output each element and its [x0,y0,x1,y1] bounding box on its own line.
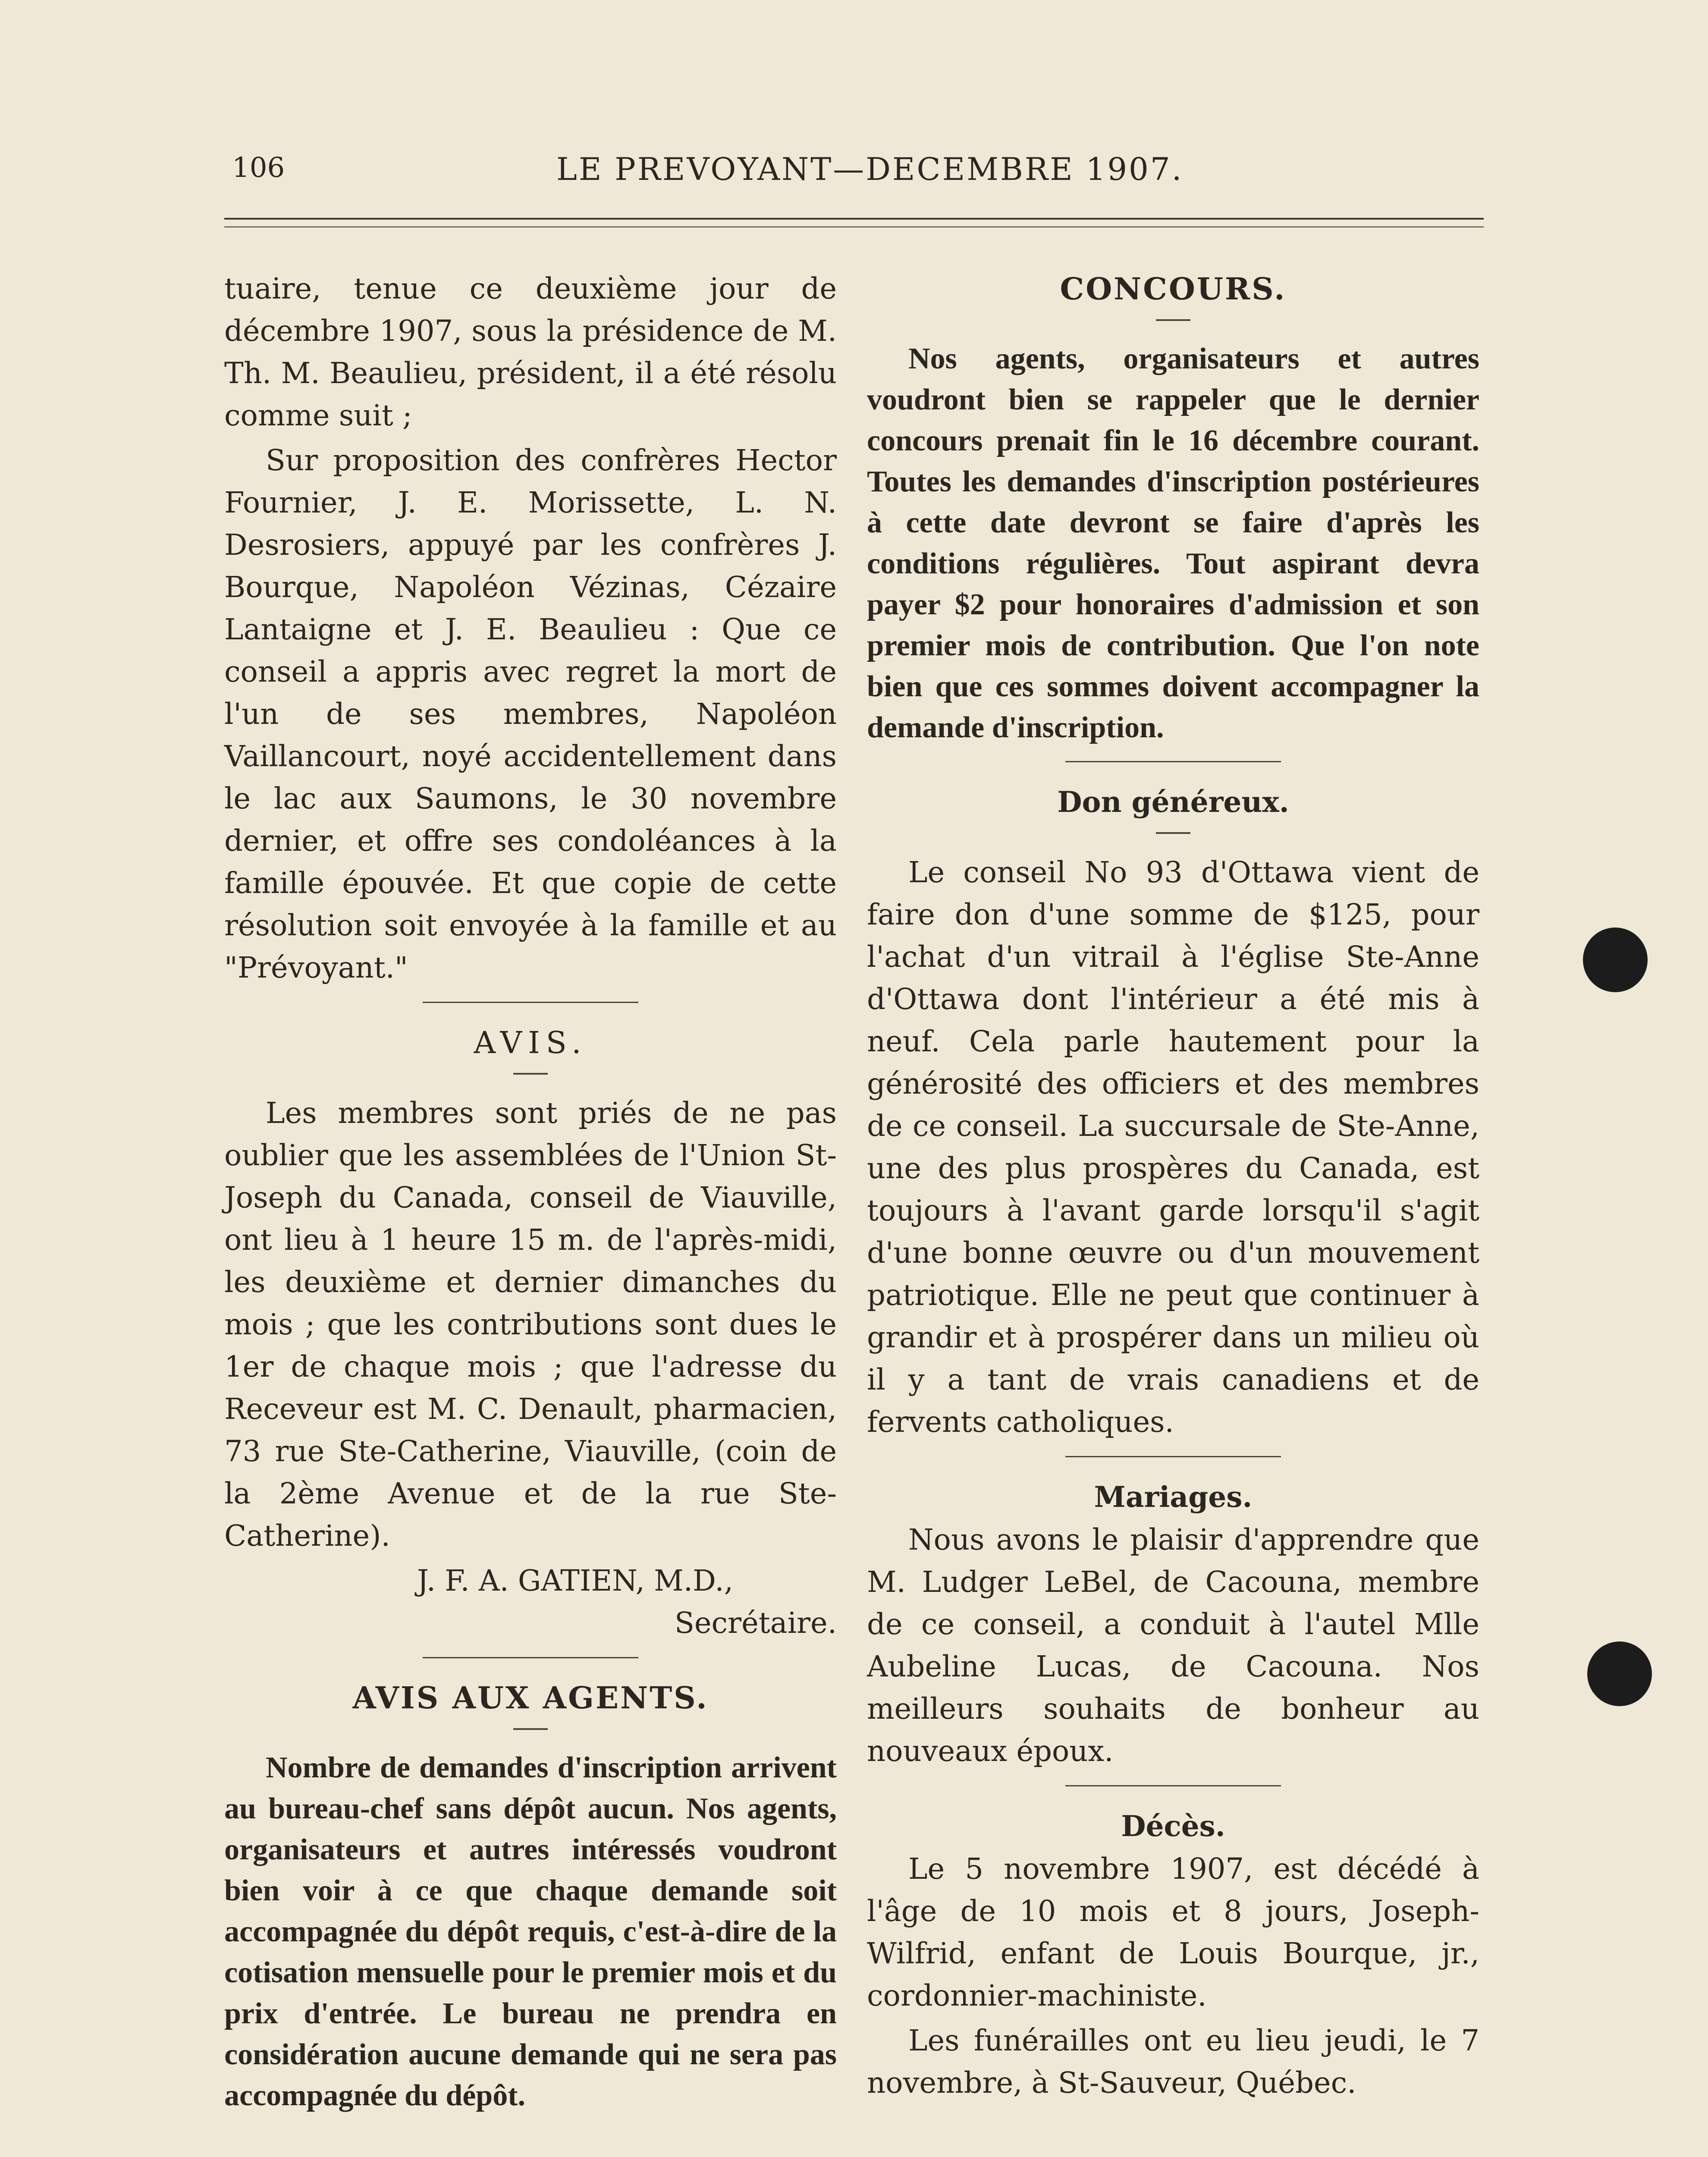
deces-text: Le 5 novembre 1907, est décédé à l'âge de 10 mois et 8 jours, Joseph-Wilfrid, enfant de Louis Bourque, jr., cordonnier-machiniste. [867,1852,1479,2012]
binding-hole-icon [1587,1641,1652,1706]
running-title: LE PREVOYANT—DECEMBRE 1907. [556,151,1184,187]
resolution-continuation: tuaire, tenue ce deuxième jour de décembre 1907, sous la présidence de M. Th. M. Beaulieu, président, il a été résolu comme suit ; [224,272,837,432]
section-divider [1065,1456,1281,1457]
signature-title: Secrétaire. [674,1606,837,1640]
avis-heading: AVIS. [474,1025,587,1060]
agents-text: Nombre de demandes d'inscription arrivent au bureau-chef sans dépôt aucun. Nos agents, organisateurs et autres intéressés voudront bien voir à ce que chaque demande soit accompagnée du dépôt requis, c'est-à-dire de la cotisation mensuelle pour le premier mois et du prix d'entrée. Le bureau ne prendra en considération aucune demande qui ne sera pas accompagnée du dépôt. [224,1751,837,2112]
heading-dash [513,1728,548,1730]
mariages-text: Nous avons le plaisir d'apprendre que M. Ludger LeBel, de Cacouna, membre de ce conseil, a conduit à l'autel Mlle Aubeline Lucas, de Cacouna. Nos meilleurs souhaits de bonheur au nouveaux époux. [867,1523,1479,1768]
deces-heading: Décès. [1121,1809,1225,1843]
heading-dash [513,1073,548,1075]
heading-dash [1156,832,1190,834]
don-heading: Don généreux. [1057,785,1289,819]
agents-heading: AVIS AUX AGENTS. [352,1680,709,1716]
heading-dash [1156,319,1190,321]
header-rule [224,218,1484,220]
concours-heading: CONCOURS. [1060,271,1287,307]
header-rule-thin [224,226,1484,227]
signature-name: J. F. A. GATIEN, M.D., [417,1564,733,1597]
section-divider [1065,1785,1281,1786]
don-text: Le conseil No 93 d'Ottawa vient de faire don d'une somme de $125, pour l'achat d'un vitrail à l'église Ste-Anne d'Ottawa dont l'intérieur a été mis à neuf. Cela parle hautement pour la générosité des officiers et des membres de ce conseil. La succursale de Ste-Anne, une des plus prospères du Canada, est toujours à l'avant garde lorsqu'il s'agit d'une bonne œuvre ou d'un mouvement patriotique. Elle ne peut que continuer à grandir et à prospérer dans un milieu où il y a tant de vrais canadiens et de fervents catholiques. [867,855,1479,1439]
resolution-text: Sur proposition des confrères Hector Fournier, J. E. Morissette, L. N. Desrosiers, appuyé par les confrères J. Bourque, Napoléon Vézinas, Cézaire Lantaigne et J. E. Beaulieu : Que ce conseil a appris avec regret la mort de l'un de ses membres, Napoléon Vaillancourt, noyé accidentellement dans le lac aux Saumons, le 30 novembre dernier, et offre ses condoléances à la famille épouvée. Et que copie de cette résolution soit envoyée à la famille et au "Prévoyant." [224,443,837,984]
page-number: 106 [232,152,285,184]
section-divider [1065,761,1281,762]
avis-text: Les membres sont priés de ne pas oublier que les assemblées de l'Union St-Joseph du Canada, conseil de Viauville, ont lieu à 1 heure 15 m. de l'après-midi, les deuxième et dernier dimanches du mois ; que les contributions sont dues le 1er de chaque mois ; que l'adresse du Receveur est M. C. Denault, pharmacien, 73 rue Ste-Catherine, Viauville, (coin de la 2ème Avenue et de la rue Ste-Catherine). [224,1096,837,1553]
section-divider [423,1002,638,1003]
concours-text: Nos agents, organisateurs et autres voudront bien se rappeler que le dernier concours prenait fin le 16 décembre courant. Toutes les demandes d'inscription postérieures à cette date devront se faire d'après les conditions régulières. Tout aspirant devra payer $2 pour honoraires d'admission et son premier mois de contribution. Que l'on note bien que ces sommes doivent accompagner la demande d'inscription. [867,342,1479,744]
mariages-heading: Mariages. [1094,1480,1253,1514]
funerailles-text: Les funérailles ont eu lieu jeudi, le 7 novembre, à St-Sauveur, Québec. [867,2024,1479,2100]
binding-hole-icon [1583,928,1648,992]
left-column [224,267,837,2119]
section-divider [423,1657,638,1658]
right-column [867,267,1479,2107]
